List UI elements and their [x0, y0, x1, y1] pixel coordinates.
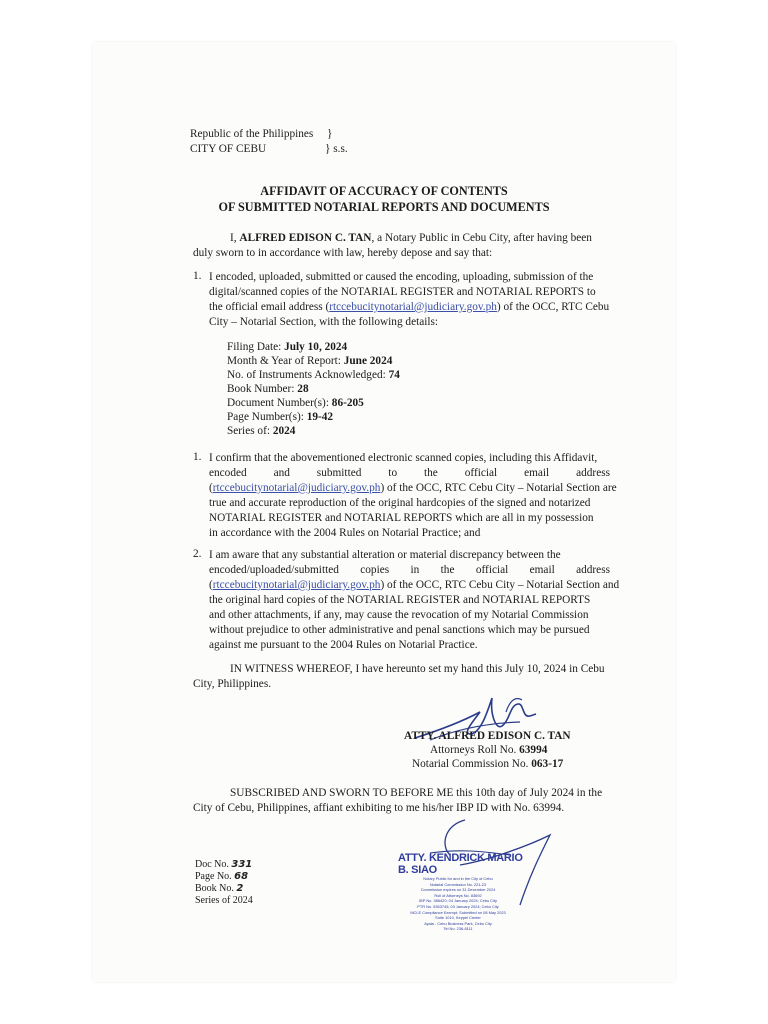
intro-line-1	[230, 231, 592, 245]
jurat-line-2: City of Cebu, Philippines, affiant exhibiting to me his/her IBP ID with No. 63994.	[193, 802, 565, 814]
email-link[interactable]: rtccebucitynotarial@judiciary.gov.ph	[212, 482, 381, 494]
item-2-line-6: in accordance with the 2004 Rules on Notarial Practice; and	[209, 527, 481, 539]
title-line-2: OF SUBMITTED NOTARIAL REPORTS AND DOCUMENTS	[218, 200, 550, 214]
affiant-commission: Notarial Commission No. 063-17	[412, 758, 564, 770]
item-1-text-end: ) of the OCC, RTC Cebu	[496, 301, 610, 313]
header-republic: Republic of the Philippines	[190, 128, 314, 140]
item-2-line-1: I confirm that the abovementioned electronic scanned copies, including this Affidavit,	[209, 452, 598, 464]
item-3-line-6: without prejudice to other administrative and penal sanctions which may be pursued	[209, 624, 590, 636]
intro-line-2: duly sworn to in accordance with law, hereby depose and say that:	[193, 247, 493, 259]
intro-text: , a Notary Public in Cebu City, after having been	[371, 232, 592, 244]
email-link[interactable]: rtccebucitynotarial@judiciary.gov.ph	[212, 579, 381, 591]
stamp-line: Roll of Attorneys No. 83692	[434, 892, 482, 898]
item-3-line-1: I am aware that any substantial alteration or material discrepancy between the	[209, 549, 561, 561]
detail-instruments: No. of Instruments Acknowledged: 74	[227, 369, 400, 381]
notary-stamp	[398, 852, 528, 932]
stamp-line: PTR No. 5353745; 03 January 2024; Cebu City	[417, 903, 499, 909]
email-link[interactable]: rtccebucitynotarial@judiciary.gov.ph	[329, 301, 497, 313]
affiant-name-intro: ALFRED EDISON C. TAN	[239, 232, 372, 244]
item-2-number: 1.	[193, 451, 202, 463]
page-no: Page No. 68	[195, 871, 249, 882]
stamp-line: Notary Public for and in the City of Cebu	[423, 876, 493, 881]
affiant-name: ATTY. ALFRED EDISON C. TAN	[404, 730, 571, 742]
item-1-text: the official email address (	[209, 301, 330, 313]
header-city: CITY OF CEBU	[190, 143, 267, 155]
series-of: Series of 2024	[195, 895, 253, 906]
detail-filing-date: Filing Date: July 10, 2024	[227, 341, 348, 353]
item-2-line-3: (rtccebucitynotarial@judiciary.gov.ph) of the OCC, RTC Cebu City – Notarial Section are	[209, 482, 617, 494]
item-3-line-2: encoded/uploaded/submitted copies in the official email address	[209, 564, 610, 576]
witness-line-1: IN WITNESS WHEREOF, I have hereunto set my hand this July 10, 2024 in Cebu	[230, 663, 605, 675]
item-1-line-4: City – Notarial Section, with the following details:	[209, 316, 439, 328]
item-3-line-4: the original hard copies of the NOTARIAL REGISTER and NOTARIAL REPORTS	[209, 594, 591, 606]
item-1-line-3	[209, 300, 609, 314]
item-3-line-3: (rtccebucitynotarial@judiciary.gov.ph) of the OCC, RTC Cebu City – Notarial Section and	[209, 579, 620, 591]
witness-line-2: City, Philippines.	[193, 678, 272, 690]
item-1-number: 1.	[193, 270, 202, 282]
stamp-line: Commission expires on 31 December 2024	[420, 887, 496, 893]
stamp-notary-name: ATTY. KENDRICK MARIO B. SIAO	[398, 852, 523, 876]
item-3-line-7: against me pursuant to the 2004 Rules on Notarial Practice.	[209, 639, 478, 651]
detail-document-numbers: Document Number(s): 86-205	[227, 397, 364, 409]
book-no: Book No. 2	[195, 883, 244, 894]
stamp-line: Tel No. 236-8111	[443, 926, 473, 932]
jurat-line-1: SUBSCRIBED AND SWORN TO BEFORE ME this 10th day of July 2024 in the	[230, 787, 603, 799]
item-2-line-2: encoded and submitted to the official email address	[209, 467, 610, 479]
item-3-number: 2.	[193, 548, 202, 560]
stamp-line: Suite 1010, Keppel Center	[435, 915, 481, 921]
stamp-line: MCLE Compliance Exempt; Submitted on 08 May 2023	[410, 909, 506, 915]
affiant-roll: Attorneys Roll No. 63994	[430, 744, 548, 756]
header-bracket: }	[327, 128, 333, 140]
detail-page-numbers: Page Number(s): 19-42	[227, 411, 334, 423]
detail-month-year: Month & Year of Report: June 2024	[227, 355, 393, 367]
stamp-line: Notarial Commission No. 221-23	[429, 881, 487, 887]
stamp-line: IBP No. 386420; 04 January 2024; Cebu City	[419, 898, 497, 904]
detail-book-number: Book Number: 28	[227, 383, 309, 395]
title-line-1: AFFIDAVIT OF ACCURACY OF CONTENTS	[260, 184, 508, 198]
item-2-line-4: true and accurate reproduction of the original hardcopies of the signed and notarized	[209, 497, 591, 509]
header-ss: } s.s.	[325, 143, 348, 155]
item-1-line-2: digital/scanned copies of the NOTARIAL REGISTER and NOTARIAL REPORTS to	[209, 286, 596, 298]
item-2-line-5: NOTARIAL REGISTER and NOTARIAL REPORTS which are all in my possession	[209, 512, 594, 524]
detail-series: Series of: 2024	[227, 425, 296, 437]
item-1-line-1: I encoded, uploaded, submitted or caused the encoding, uploading, submission of the	[209, 271, 594, 283]
intro-prefix: I,	[230, 232, 237, 244]
doc-no: Doc No. 331	[195, 859, 253, 870]
item-3-line-5: and other attachments, if any, may cause the revocation of my Notarial Commission	[209, 609, 589, 621]
stamp-line: Ayala - Cebu Business Park, Cebu City	[424, 920, 492, 926]
